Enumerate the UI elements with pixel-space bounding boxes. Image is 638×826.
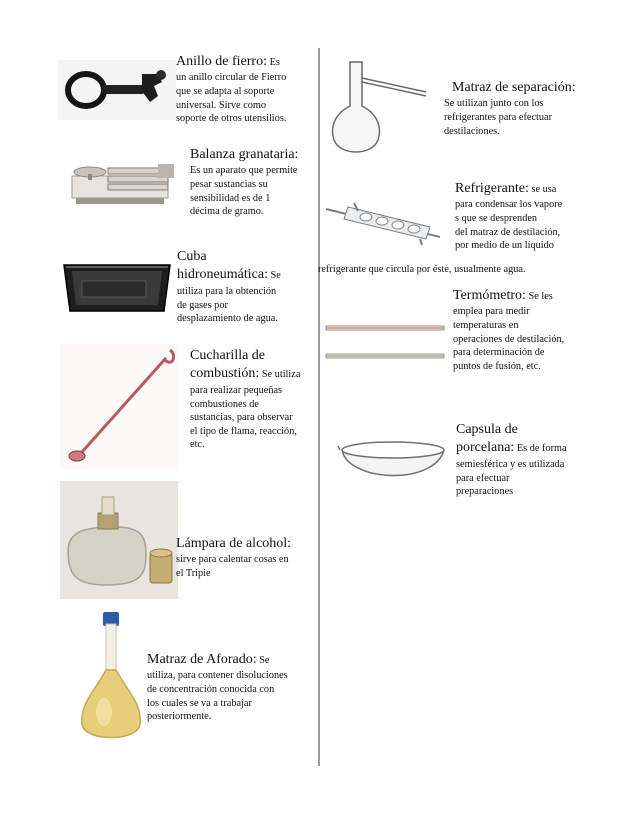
item-line: sustancias, para observar [190, 412, 293, 424]
item-volumetric-flask [147, 651, 319, 724]
item-title-line2: hidroneumática: [177, 267, 268, 283]
item-inline-text: Es de forma [516, 443, 567, 455]
item-condenser-wide-line: refrigerante que circula por éste, usualmente agua. [318, 264, 526, 275]
item-title: Termómetro: [453, 288, 526, 303]
item-title-line2: combustión: [190, 366, 260, 382]
item-line: etc. [190, 439, 205, 451]
item-line: el Tripie [176, 568, 211, 580]
item-line: de gases por [177, 299, 228, 311]
item-line: utiliza, para contener disoluciones [147, 670, 288, 682]
item-spoon [190, 347, 320, 452]
item-line: combustiones de [190, 398, 259, 410]
item-line: soporte de otros utensilios. [176, 113, 287, 125]
item-line: para condensar los vapore [455, 199, 563, 211]
item-lamp [176, 535, 321, 581]
item-ring [176, 53, 318, 126]
item-line: preparaciones [456, 486, 514, 498]
item-trough [177, 248, 317, 326]
item-line: desplazamiento de agua. [177, 313, 278, 325]
item-title: Balanza granataria: [190, 147, 299, 162]
item-separation-flask [444, 79, 604, 138]
ring-clamp-image [58, 60, 176, 120]
item-title: Matraz de Aforado: [147, 652, 257, 667]
item-line: para efectuar [456, 472, 510, 484]
item-line: s que se desprenden [455, 213, 538, 225]
item-line: refrigerantes para efectuar [444, 112, 553, 124]
item-title: Cuba [177, 249, 207, 264]
condenser-image [324, 197, 444, 245]
volumetric-flask-image [76, 612, 146, 748]
item-line: para determinación de [453, 347, 545, 359]
item-inline-text: Se les [528, 291, 553, 302]
item-line: sensibilidad es de 1 [190, 192, 271, 204]
item-line: puntos de fusión, etc. [453, 360, 541, 372]
item-condenser [455, 180, 605, 253]
item-line: Se utilizan junto con los [444, 98, 544, 110]
combustion-spoon-image [60, 344, 178, 470]
item-line: los cuales se va a trabajar [147, 697, 252, 709]
item-title: Matraz de separación: [452, 80, 576, 95]
item-line: posteriormente. [147, 711, 212, 723]
item-title: Refrigerante: [455, 181, 529, 196]
item-line: operaciones de destilación, [453, 333, 565, 345]
item-title-line2: porcelana: [456, 440, 515, 456]
item-line: semiesférica y es utilizada [456, 458, 565, 470]
item-line: temperaturas en [453, 320, 519, 332]
alcohol-lamp-image [60, 481, 178, 599]
item-line: sirve para calentar cosas en [176, 554, 289, 566]
item-porcelain-dish [456, 421, 596, 499]
item-line: Es un aparato que permite [190, 165, 298, 177]
pneumatic-trough-image [60, 255, 174, 317]
item-line: que se adapta al soporte [176, 86, 275, 98]
balance-image [72, 150, 176, 208]
item-line: del matraz de destilación, [455, 226, 561, 238]
porcelain-dish-image [338, 436, 448, 490]
item-line: el tipo de flama, reacción, [190, 425, 297, 437]
item-line: pesar sustancias su [190, 179, 268, 191]
item-inline-text: Se utiliza [261, 369, 301, 381]
item-inline-text: Se [270, 270, 281, 282]
distillation-flask-image [326, 60, 436, 160]
item-title: Anillo de fierro: [176, 54, 267, 69]
item-balance [190, 146, 318, 219]
item-line: utiliza para la obtención [177, 285, 277, 297]
item-inline-text: se usa [531, 184, 557, 195]
item-line: por medio de un líquido [455, 240, 554, 252]
item-title: Lámpara de alcohol: [176, 536, 292, 551]
item-thermometer [453, 287, 603, 373]
item-inline-text: Se [259, 655, 270, 666]
item-inline-text: Es [269, 57, 280, 68]
item-line: destilaciones. [444, 125, 500, 137]
item-line: para realizar pequeñas [190, 384, 283, 396]
item-title: Cucharilla de [190, 348, 266, 363]
item-line: de concentración conocida con [147, 684, 275, 696]
thermometers-image [326, 316, 446, 368]
item-line: décima de gramo. [190, 206, 264, 218]
item-line: universal. Sirve como [176, 99, 267, 111]
item-line: emplea para medir [453, 306, 530, 318]
item-line: un anillo circular de Fierro [176, 72, 287, 84]
item-title: Capsula de [456, 422, 518, 437]
